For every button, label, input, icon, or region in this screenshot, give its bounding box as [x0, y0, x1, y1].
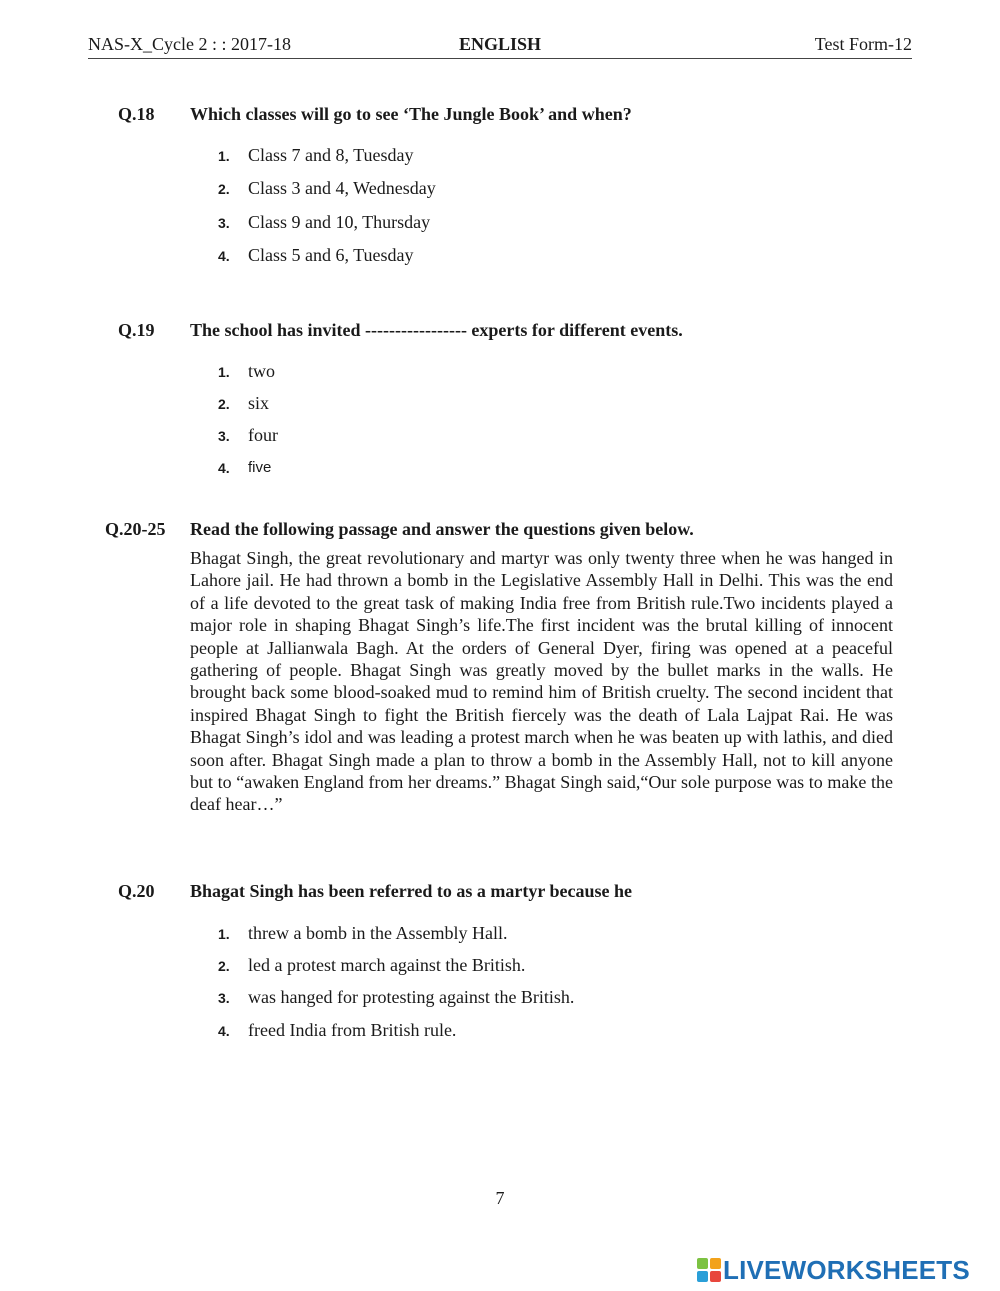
question-text: Which classes will go to see ‘The Jungle Book’ and when? — [190, 104, 632, 124]
option-text: six — [248, 393, 270, 413]
logo-tiles-icon — [697, 1258, 721, 1282]
question-number: Q.19 — [118, 320, 155, 340]
logo-tile — [697, 1271, 708, 1282]
option-number: 3. — [218, 990, 230, 1006]
question-number: Q.18 — [118, 104, 155, 124]
option-text: threw a bomb in the Assembly Hall. — [248, 923, 508, 943]
option-text: five — [248, 459, 272, 476]
question-text: The school has invited ----------------- experts for different events. — [190, 320, 683, 340]
question-text: Read the following passage and answer the questions given below. — [190, 519, 694, 539]
page-header — [88, 34, 912, 59]
option-text: Class 5 and 6, Tuesday — [248, 245, 414, 265]
option-number: 2. — [218, 396, 230, 412]
option-number: 4. — [218, 460, 230, 476]
logo-tile — [710, 1271, 721, 1282]
question-number: Q.20 — [118, 881, 155, 901]
option-number: 2. — [218, 958, 230, 974]
option-text: four — [248, 425, 278, 445]
option-number: 4. — [218, 248, 230, 264]
option-text: Class 7 and 8, Tuesday — [248, 145, 414, 165]
header-test-form: Test Form-12 — [814, 34, 912, 54]
question-number: Q.20-25 — [105, 519, 166, 539]
option-number: 2. — [218, 181, 230, 197]
option-text: two — [248, 361, 275, 381]
header-subject: ENGLISH — [458, 34, 542, 54]
logo-text: LIVEWORKSHEETS — [723, 1255, 970, 1285]
option-text: was hanged for protesting against the British. — [248, 987, 575, 1007]
option-text: Class 9 and 10, Thursday — [248, 212, 431, 232]
option-text: led a protest march against the British. — [248, 955, 526, 975]
logo-tile — [697, 1258, 708, 1269]
option-number: 4. — [218, 1023, 230, 1039]
option-number: 1. — [218, 364, 230, 380]
option-number: 1. — [218, 148, 230, 164]
question-text: Bhagat Singh has been referred to as a martyr because he — [190, 881, 632, 901]
logo-tile — [710, 1258, 721, 1269]
option-text: Class 3 and 4, Wednesday — [248, 178, 436, 198]
option-number: 1. — [218, 926, 230, 942]
page-number: 7 — [495, 1188, 505, 1208]
reading-passage: Bhagat Singh, the great revolutionary and martyr was only twenty three when he was hanged in Lahore jail. He had thrown a bomb in the Legislative Assembly Hall in Delhi. This was the end of a life devoted to the great task of making India free from British rule.Two incidents played a major role in shaping Bhagat Singh’s life.The first incident was the brutal killing of innocent people at Jallianwala Bagh. At the orders of General Dyer, firing was opened at a peaceful gathering of people. Bhagat Singh was greatly moved by the bullet marks in the walls. He brought back some blood-soaked mud to remind him of British cruelty. The second incident that inspired Bhagat Singh to fight the British fiercely was the death of Lala Lajpat Rai. He was Bhagat Singh’s idol and was leading a protest march when he was beaten up with lathis, and died soon after. Bhagat Singh made a plan to throw a bomb in the Assembly Hall, not to kill anyone but to “awaken England from her dreams.” Bhagat Singh said,“Our sole purpose was to make the deaf hear…” — [190, 548, 893, 815]
header-exam-id: NAS-X_Cycle 2 : : 2017-18 — [88, 34, 291, 54]
option-text: freed India from British rule. — [248, 1020, 457, 1040]
option-number: 3. — [218, 428, 230, 444]
option-number: 3. — [218, 215, 230, 231]
